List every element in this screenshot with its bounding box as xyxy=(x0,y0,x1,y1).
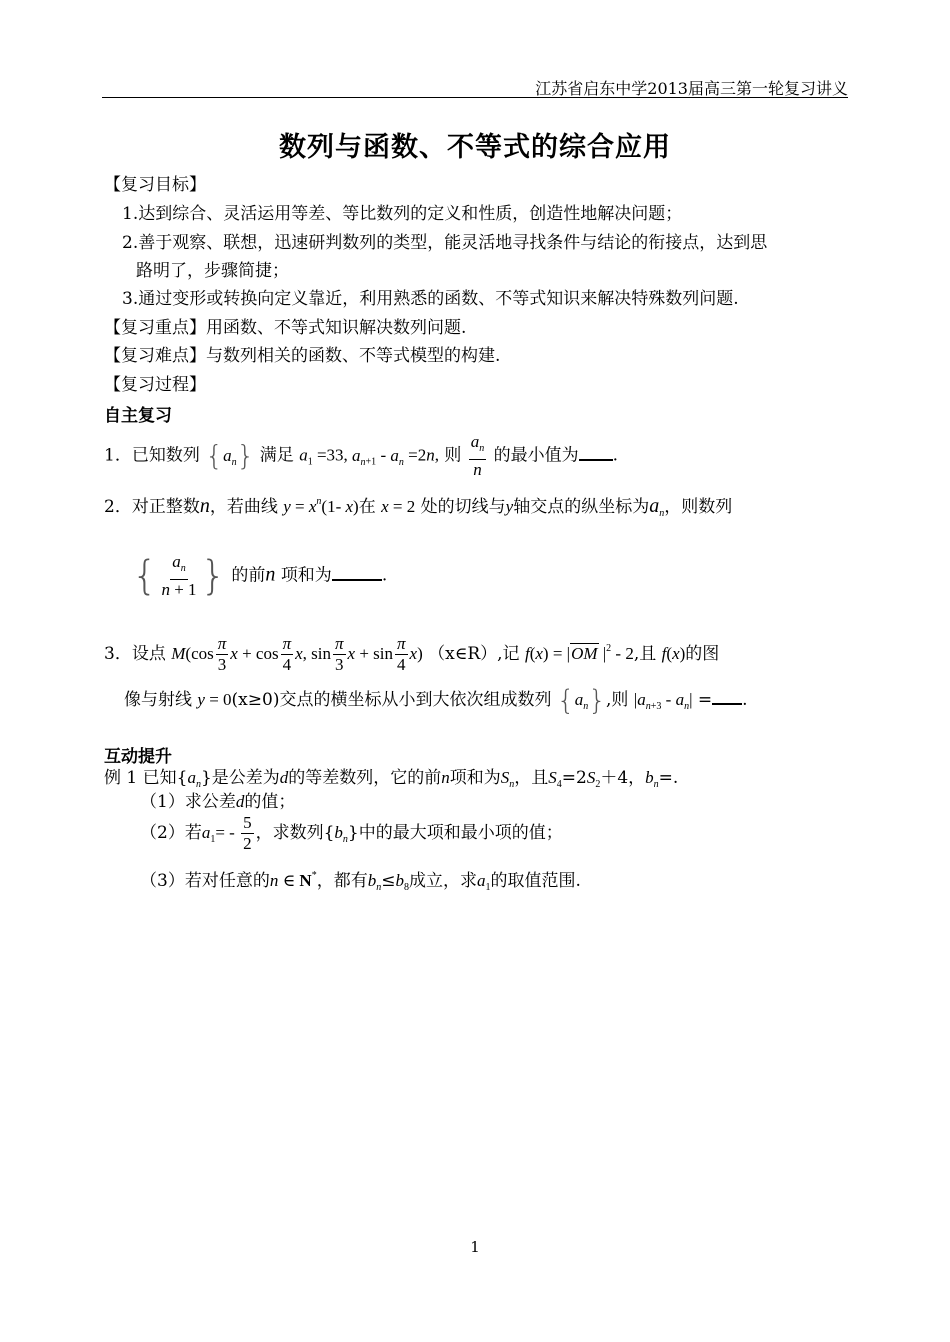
goal-item-2: 2.善于观察、联想，迅速研判数列的类型，能灵活地寻找条件与结论的衔接点，达到思 xyxy=(122,233,768,253)
goal-item-2-cont: 路明了，步骤简捷； xyxy=(136,261,289,281)
running-header: 江苏省启东中学2013届高三第一轮复习讲义 xyxy=(535,79,848,98)
goal-item-3: 3.通过变形或转换向定义靠近，利用熟悉的函数、不等式知识来解决特殊数列问题. xyxy=(122,289,739,309)
page-number: 1 xyxy=(470,1238,480,1256)
example-1-part-3: （3）若对任意的n ∈ N*，都有$b_n\le b_8$成立，求$a_1$的取值范围. xyxy=(140,870,581,893)
key-point: 【复习重点】用函数、不等式知识解决数列问题. xyxy=(104,318,467,338)
goal-item-1: 1.达到综合、灵活运用等差、等比数列的定义和性质，创造性地解决问题； xyxy=(122,204,683,224)
goals-heading: 【复习目标】 xyxy=(104,175,206,195)
process-heading: 【复习过程】 xyxy=(104,375,206,395)
example-1-part-1: （1）求公差d的值； xyxy=(140,792,296,812)
example-1-part-2: （2）若$a_1=$ - $\frac{5}{2}$ ，求数列$\{b_n\}$中的最大项和最小项的值； xyxy=(140,813,563,853)
question-2-cont: { $\frac{a_n}{n + 1}$ } 的前n 项和为 . xyxy=(132,552,388,599)
question-3: 3．设点 M(cos $\frac{\pi}{3}$ x + cos $\frac{\pi}{4}$ x, sin $\frac{\pi}{3}$ x + sin $\frac{\pi}{4}$ x) （x∈R）,记 f(x) = |OM $|^2 - 2$,且 f(x)的图 xyxy=(104,634,720,674)
interactive-heading: 互动提升 xyxy=(104,747,172,767)
question-1: 1．已知数列 $\{a_n\}$ 满足 $a_1 =33$, $a_{n+1} - a_n =2n$, 则 $\frac{a_n}{n}$ 的最小值为 . xyxy=(104,432,619,479)
self-review-heading: 自主复习 xyxy=(104,406,172,426)
question-2: 2．对正整数n，若曲线 $y = x^n(1-$ x)在 x = 2 处的切线与y轴交点的纵坐标为$a_n$，则数列 xyxy=(104,495,733,519)
question-3-cont: 像与射线 y = 0(x≥0)交点的横坐标从小到大依次组成数列 $\{a_n\}$,则 $|a_{n+3} - a_n|$ = . xyxy=(124,683,748,717)
header-rule xyxy=(102,97,848,98)
example-1: 例 1 已知$\{a_n\}$是公差为d的等差数列，它的前n项和为$S_n$，且$S_4=2S_2+4$，$b_n=$. xyxy=(104,768,679,790)
page-title: 数列与函数、不等式的综合应用 xyxy=(279,132,671,163)
difficulty: 【复习难点】与数列相关的函数、不等式模型的构建. xyxy=(104,346,501,366)
